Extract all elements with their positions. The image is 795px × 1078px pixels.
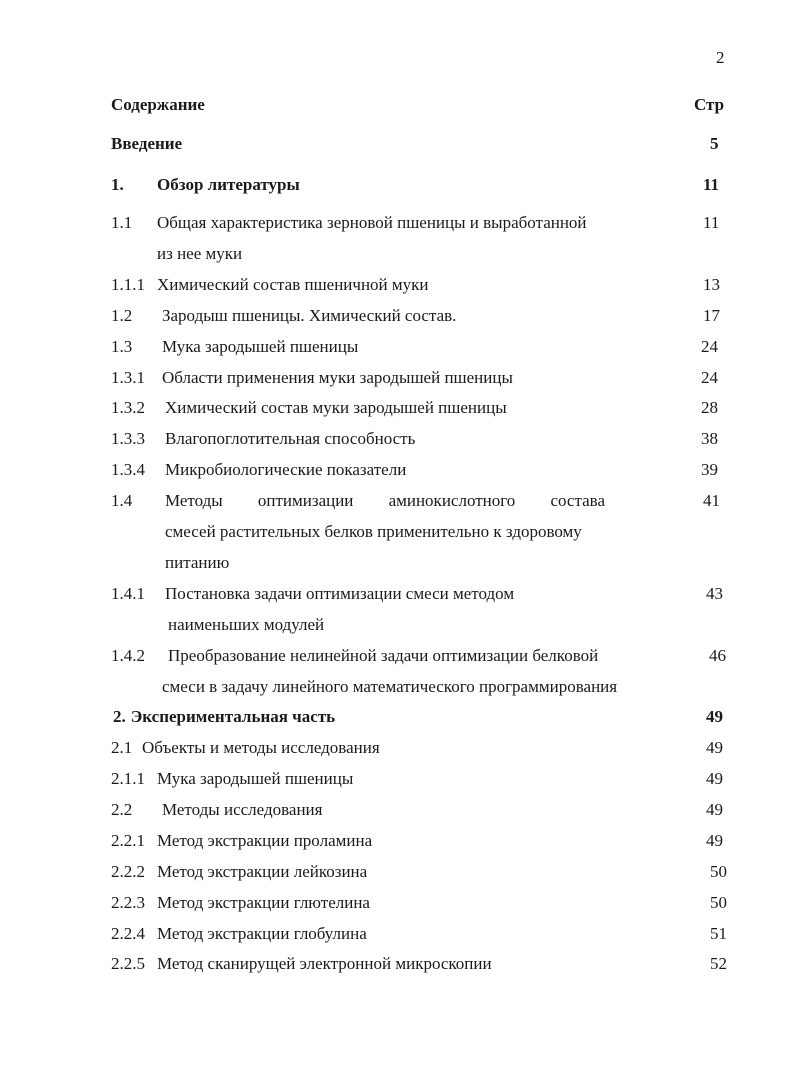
toc-entry-page: 28: [701, 398, 718, 417]
toc-entry-number: 2.1.1: [111, 769, 145, 788]
toc-entry-page: 38: [701, 429, 718, 448]
toc-entry-number: 2.2.1: [111, 831, 145, 850]
toc-entry-text: Химический состав муки зародышей пшеницы: [165, 398, 507, 417]
toc-entry-text: Общая характеристика зерновой пшеницы и выработанной: [157, 213, 587, 232]
toc-entry-page: 11: [703, 175, 720, 194]
toc-entry-page: 49: [706, 831, 723, 850]
toc-entry-number: 1.4: [111, 491, 133, 510]
toc-entry-page: 39: [701, 460, 718, 479]
toc-entry-text: Микробиологические показатели: [165, 460, 407, 479]
page-column-header: Стр: [694, 95, 725, 114]
toc-entry-number: 2.2.5: [111, 954, 145, 973]
toc-entry-text: Метод сканирущей электронной микроскопии: [157, 954, 492, 973]
page-number: 2: [716, 48, 725, 67]
toc-entry-page: 50: [710, 862, 727, 881]
toc-entry-page: 52: [710, 954, 727, 973]
toc-entry-text: Химический состав пшеничной муки: [157, 275, 429, 294]
toc-entry-page: 50: [710, 893, 727, 912]
toc-entry-number: 2.: [113, 707, 126, 726]
toc-entry-text: Метод экстракции глютелина: [157, 893, 370, 912]
toc-entry-text: Области применения муки зародышей пшеницы: [162, 368, 513, 387]
toc-entry-text: Постановка задачи оптимизации смеси методом: [165, 584, 515, 603]
toc-entry-text: Объекты и методы исследования: [142, 738, 380, 757]
toc-entry-number: 1.1: [111, 213, 133, 232]
toc-entry-page: 41: [703, 491, 720, 510]
toc-entry-text: наименьших модулей: [168, 615, 325, 634]
toc-entry-page: 49: [706, 738, 723, 757]
toc-entry-number: 1.: [111, 175, 124, 194]
toc-title: Содержание: [111, 95, 205, 114]
toc-entry-number: 1.3.1: [111, 368, 145, 387]
toc-entry-text: из нее муки: [157, 244, 243, 263]
toc-entry-page: 5: [710, 134, 719, 153]
toc-entry-text: Мука зародышей пшеницы: [157, 769, 354, 788]
word: оптимизации: [257, 491, 354, 510]
toc-entry-page: 17: [703, 306, 720, 325]
toc-entry-label: [113, 707, 335, 727]
toc-entry-text: Влагопоглотительная способность: [165, 429, 416, 448]
toc-entry-number: 2.2.3: [111, 893, 145, 912]
toc-entry-number: 1.4.1: [111, 584, 145, 603]
toc-entry-text: Экспериментальная часть: [130, 707, 336, 726]
toc-entry-number: 1.3.4: [111, 460, 145, 479]
toc-entry-number: 2.1: [111, 738, 133, 757]
toc-entry-text: Преобразование нелинейной задачи оптимизации белковой: [168, 646, 599, 665]
toc-entry-text: Зародыш пшеницы. Химический состав.: [162, 306, 457, 325]
toc-entry-number: 1.4.2: [111, 646, 145, 665]
toc-entry-page: 13: [703, 275, 720, 294]
toc-entry-text: Обзор литературы: [157, 175, 300, 194]
toc-entry-number: 2.2: [111, 800, 133, 819]
toc-entry-text: Метод экстракции лейкозина: [157, 862, 368, 881]
toc-entry-text: смеси в задачу линейного математического программирования: [162, 677, 618, 696]
toc-entry-page: 51: [710, 924, 727, 943]
toc-entry-text: Метод экстракции проламина: [157, 831, 373, 850]
toc-entry-text: Методы исследования: [162, 800, 323, 819]
toc-entry-page: 24: [701, 337, 718, 356]
toc-entry-page: 49: [706, 769, 723, 788]
word: аминокислотного: [388, 491, 516, 510]
toc-entry-text: Метод экстракции глобулина: [157, 924, 367, 943]
toc-entry-text: Мука зародышей пшеницы: [162, 337, 359, 356]
toc-entry-page: 49: [706, 707, 723, 726]
toc-entry-number: 2.2.2: [111, 862, 145, 881]
word: состава: [550, 491, 605, 510]
toc-entry-number: 1.1.1: [111, 275, 145, 294]
toc-entry-number: 2.2.4: [111, 924, 145, 943]
toc-entry-number: 1.3.2: [111, 398, 145, 417]
toc-entry-text: [165, 491, 605, 511]
toc-entry-number: 1.3: [111, 337, 133, 356]
toc-entry-page: 24: [701, 368, 718, 387]
toc-entry-number: 1.3.3: [111, 429, 145, 448]
toc-entry-page: 49: [706, 800, 723, 819]
toc-entry-page: 46: [709, 646, 726, 665]
toc-entry-page: 11: [703, 213, 720, 232]
toc-entry-page: 43: [706, 584, 723, 603]
toc-entry-text: Введение: [111, 134, 183, 153]
toc-entry-text: питанию: [165, 553, 230, 572]
toc-entry-number: 1.2: [111, 306, 133, 325]
word: Методы: [165, 491, 223, 510]
toc-entry-text: смесей растительных белков применительно к здоровому: [165, 522, 582, 541]
